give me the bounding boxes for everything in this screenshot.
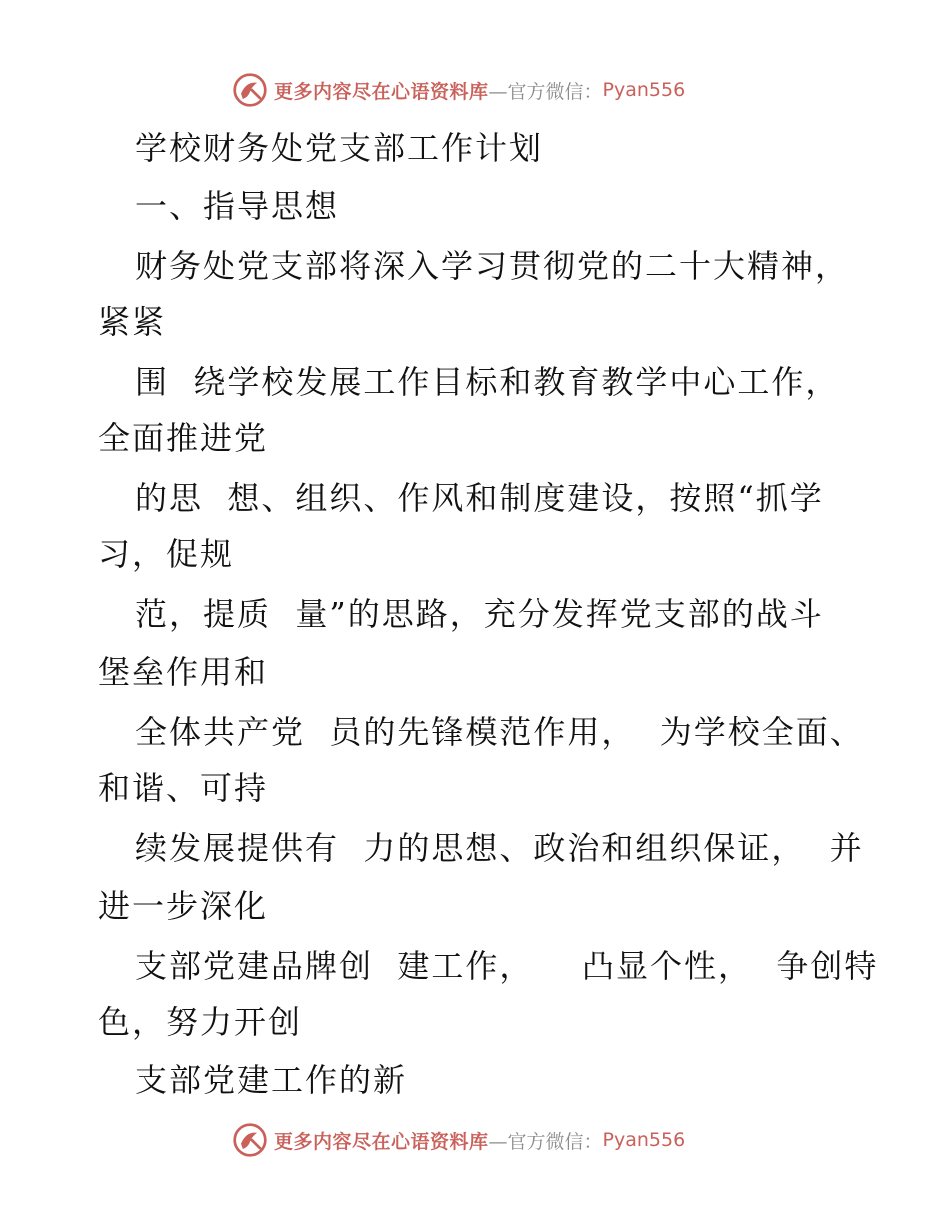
watermark-brand: 更多内容尽在心语资料库 — [274, 80, 489, 103]
body-line: 全面推进党 — [98, 419, 269, 457]
watermark-separator: —官方微信： — [488, 1130, 603, 1153]
body-line: 色，努力开创 — [98, 1003, 303, 1041]
watermark-separator: —官方微信： — [488, 80, 603, 103]
body-line: 支部党建品牌创 建工作， 凸显个性， 争创特 — [135, 947, 879, 985]
section-heading: 一、指导思想 — [135, 187, 340, 225]
body-line: 进一步深化 — [98, 887, 269, 925]
body-line: 支部党建工作的新 — [135, 1061, 408, 1099]
body-line: 的思 想、组织、作风和制度建设，按照“抓学 — [135, 479, 824, 517]
watermark-wechat-id: Pyan556 — [602, 1129, 686, 1151]
body-line: 全体共产党 员的先锋模范作用， 为学校全面、 — [135, 713, 864, 751]
body-line: 财务处党支部将深入学习贯彻党的二十大精神， — [135, 247, 850, 285]
brand-logo-icon — [232, 72, 268, 108]
body-line: 紧紧 — [98, 303, 167, 341]
watermark-footer — [232, 1120, 685, 1160]
document-title: 学校财务处党支部工作计划 — [135, 129, 544, 167]
brand-logo-icon — [232, 1122, 268, 1158]
body-line: 续发展提供有 力的思想、政治和组织保证， 并 — [135, 829, 864, 867]
body-line: 围 绕学校发展工作目标和教育教学中心工作， — [135, 363, 840, 401]
body-line: 和谐、可持 — [98, 769, 269, 807]
body-line: 习，促规 — [98, 535, 235, 573]
watermark-brand: 更多内容尽在心语资料库 — [274, 1130, 489, 1153]
watermark-header — [232, 70, 685, 110]
body-line: 堡垒作用和 — [98, 653, 269, 691]
watermark-wechat-id: Pyan556 — [602, 79, 686, 101]
body-line: 范，提质 量”的思路，充分发挥党支部的战斗 — [135, 595, 824, 633]
